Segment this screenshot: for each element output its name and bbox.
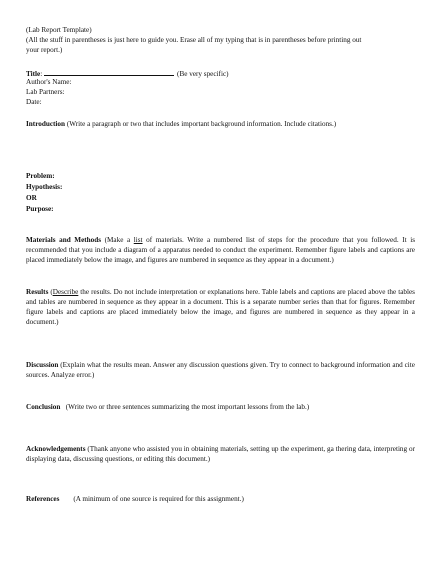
discussion-heading: Discussion [26,361,59,369]
references-heading: References [26,495,60,503]
introduction-section [26,120,336,129]
partners-label: Lab Partners: [26,88,65,96]
results-heading: Results [26,288,49,296]
references-text: (A minimum of one source is required for this assignment.) [73,495,244,503]
conclusion-heading: Conclusion [26,403,61,411]
materials-heading: Materials and Methods [26,236,102,244]
introduction-text: (Write a paragraph or two that includes important background information. Include citations.) [65,120,337,128]
or-label: OR [26,194,37,202]
acknowledgements-heading: Acknowledgements [26,445,86,453]
problem-label: Problem: [26,172,55,180]
guide-note-line2: your report.) [26,46,63,54]
acknowledgements-text: (Thank anyone who assisted you in obtaining materials, setting up the experiment, ga thering data, interpreting or displaying data, discussing questions, or editing this document.) [26,445,415,463]
title-blank-line [44,68,174,76]
template-title: (Lab Report Template) [26,26,92,34]
discussion-section [26,360,415,380]
date-label: Date: [26,98,42,106]
conclusion-section [26,403,309,412]
introduction-heading: Introduction [26,120,66,128]
guide-note-line1: (All the stuff in parentheses is just here to guide you. Erase all of my typing that is in parentheses before printing out [26,36,362,44]
list-word: list [133,236,143,244]
title-hint: (Be very specific) [177,70,229,78]
results-section: Results (Describe the results. Do not include interpretation or explanations here. Table labels and captions are placed above the tables and tables are numbered in sequence as they appear in a document. This is a separate number series than that for figures. Remember figure labels and captions are placed immediately below the image, and figures are numbered in sequence as they appear in a document.) [26,288,415,326]
references-section [26,495,244,504]
title-label: Title [26,70,41,78]
title-separator: : [40,70,45,78]
acknowledgements-section [26,444,415,464]
describe-word: Describe [52,288,79,296]
materials-section: Materials and Methods (Make a list of materials. Write a numbered list of steps for the procedure that you followed. It is recommended that you include a diagram of a apparatus needed to conduct the experiment. Remember figure labels and captions are placed immediately below the image, and figures are numbered in sequence as they appear in a document.) [26,236,415,264]
purpose-label: Purpose: [26,205,54,213]
results-text: the results. Do not include interpretation or explanations here. Table labels and captions are placed above the tables and tables are numbered in sequence as they appear in a document. This is a separate number series than that for figures. Remember figure labels and captions are placed immediately below the image, and figures are numbered in sequence as they appear in a document.) [26,288,415,326]
conclusion-text: (Write two or three sentences summarizing the most important lessons from the lab.) [60,403,310,411]
materials-text: of materials. Write a numbered list of steps for the procedure that you followed. It is recommended that you include a diagram of a apparatus needed to conduct the experiment. Remember figure labels and captions are placed immediately below the image, and figures are numbered in sequence as they appear in a document.) [26,236,415,264]
author-label: Author's Name: [26,78,72,86]
hypothesis-label: Hypothesis: [26,183,63,191]
discussion-text: (Explain what the results mean. Answer any discussion questions given. Try to connect to background information and cite sources. Analyze error.) [26,361,415,379]
